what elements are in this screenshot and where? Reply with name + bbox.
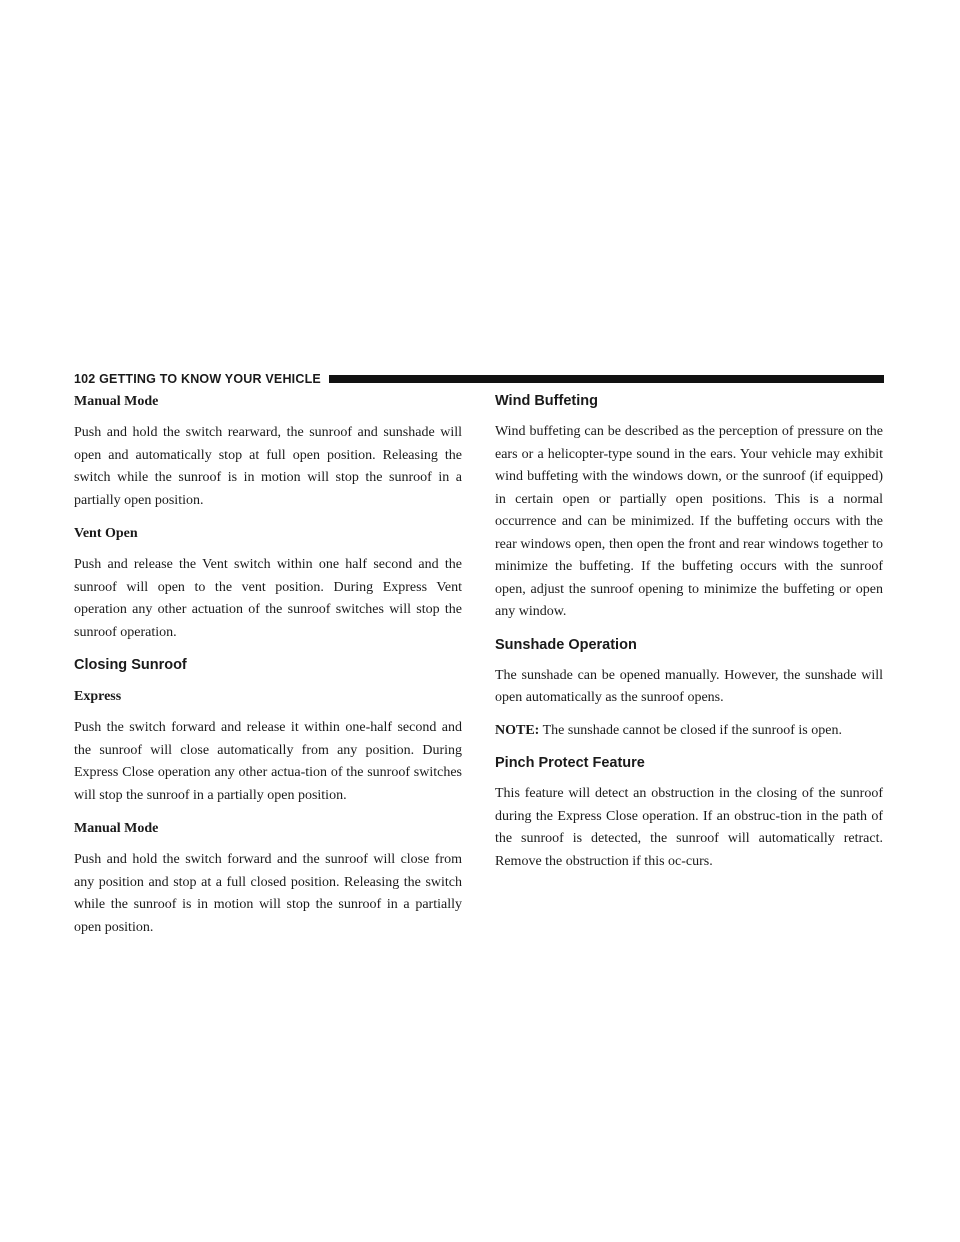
paragraph-sunshade-operation: The sunshade can be opened manually. However, the sunshade will open automatically as the sunroof opens. <box>495 667 883 705</box>
heading-wind-buffeting: Wind Buffeting <box>495 393 598 409</box>
subheading-vent-open: Vent Open <box>74 526 138 541</box>
left-column <box>74 390 462 949</box>
page-number-and-section: 102 GETTING TO KNOW YOUR VEHICLE <box>74 372 321 386</box>
subheading-manual-mode-open: Manual Mode <box>74 394 159 409</box>
note-text: The sunshade cannot be closed if the sunroof is open. <box>539 722 842 738</box>
heading-closing-sunroof: Closing Sunroof <box>74 657 187 673</box>
heading-sunshade-operation: Sunshade Operation <box>495 636 637 653</box>
paragraph-manual-mode-open: Push and hold the switch rearward, the sunroof and sunshade will open and automatically stop at full open position. Releasing the switch while the sunroof is in motion will stop the sunroof in a partially open position. <box>74 425 462 508</box>
page-header <box>74 372 884 386</box>
right-column <box>495 390 883 883</box>
heading-pinch-protect: Pinch Protect Feature <box>495 755 645 771</box>
header-rule <box>329 375 884 383</box>
paragraph-express: Push the switch forward and release it within one-half second and the sunroof will close automatically from any position. During Express Close operation any other actua-tion of the sunroof switches will stop the sunroof in a partially open position. <box>74 720 462 803</box>
paragraph-wind-buffeting: Wind buffeting can be described as the perception of pressure on the ears or a helicopter-type sound in the ears. Your vehicle may exhibit wind buffeting with the windows down, or the sunroof (if equipped) in certain open or partially open positions. This is a normal occurrence and can be minimized. If the buffeting occurs with the rear windows open, then open the front and rear windows together to minimize the buffeting. If the buffeting occurs with the sunroof open, adjust the sunroof opening to minimize the buffeting or open any window. <box>495 424 883 619</box>
note-label: NOTE: <box>495 722 540 738</box>
subheading-express: Express <box>74 689 122 704</box>
subheading-manual-mode-close: Manual Mode <box>74 821 159 836</box>
paragraph-vent-open: Push and release the Vent switch within one half second and the sunroof will open to the vent position. During Express Vent operation any other actuation of the sunroof switches will stop the sunroof operation. <box>74 557 462 640</box>
note-sunshade <box>495 720 883 743</box>
paragraph-pinch-protect: This feature will detect an obstruction in the closing of the sunroof during the Express Close operation. If an obstruc-tion in the path of the sunroof is detected, the sunroof will automatically retract. Remove the obstruction if this oc-curs. <box>495 786 883 869</box>
paragraph-manual-mode-close: Push and hold the switch forward and the sunroof will close from any position and stop at a full closed position. Releasing the switch while the sunroof is in motion will stop the sunroof in a partially open position. <box>74 852 462 935</box>
